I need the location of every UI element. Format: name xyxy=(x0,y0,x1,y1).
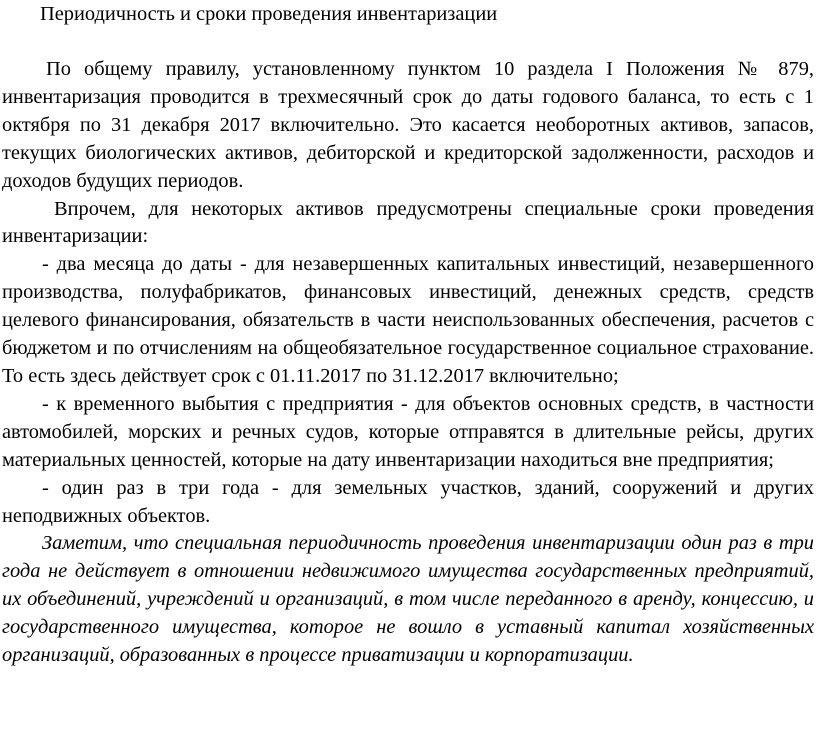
paragraph-general-rule: По общему правилу, установленному пунктом 10 раздела I Положения № 879, инвентаризация проводится в трехмесячный срок до даты годового баланса, то есть с 1 октября по 31 декабря 2017 включительно. Это касается необоротных активов, запасов, текущих биологических активов, дебиторской и кредиторской задолженности, расходов и доходов будущих периодов. xyxy=(2,58,814,192)
list-item-two-months: - два месяца до даты - для незавершенных капитальных инвестиций, незавершенного производства, полуфабрикатов, финансовых инвестиций, денежных средств, средств целевого финансирования, обязательств в части неиспользованных обеспечения, расчетов с бюджетом и по отчислениям на общеобязательное государственное социальное страхование. То есть здесь действует срок с 01.11.2017 по 31.12.2017 включительно; xyxy=(2,253,814,387)
list-item-temporary-disposal: - к временного выбытия с предприятия - для объектов основных средств, в частности автомобилей, морских и речных судов, которые отправятся в длительные рейсы, других материальных ценностей, которые на дату инвентаризации находиться вне предприятия; xyxy=(2,392,814,471)
paragraph-special-terms-intro: Впрочем, для некоторых активов предусмотрены специальные сроки проведения инвентаризации: xyxy=(2,197,814,248)
document-title: Периодичность и сроки проведения инвентаризации xyxy=(40,3,498,25)
list-item-once-in-three-years: - один раз в три года - для земельных участков, зданий, сооружений и других неподвижных объектов. xyxy=(2,476,814,527)
paragraph-note: Заметим, что специальная периодичность проведения инвентаризации один раз в три года не действует в отношении недвижимого имущества государственных предприятий, их объединений, учреждений и организаций, в том числе переданного в аренду, концессию, и государственного имущества, которое не вошло в уставный капитал хозяйственных организаций, образованных в процессе приватизации и корпоратизации. xyxy=(2,532,814,667)
